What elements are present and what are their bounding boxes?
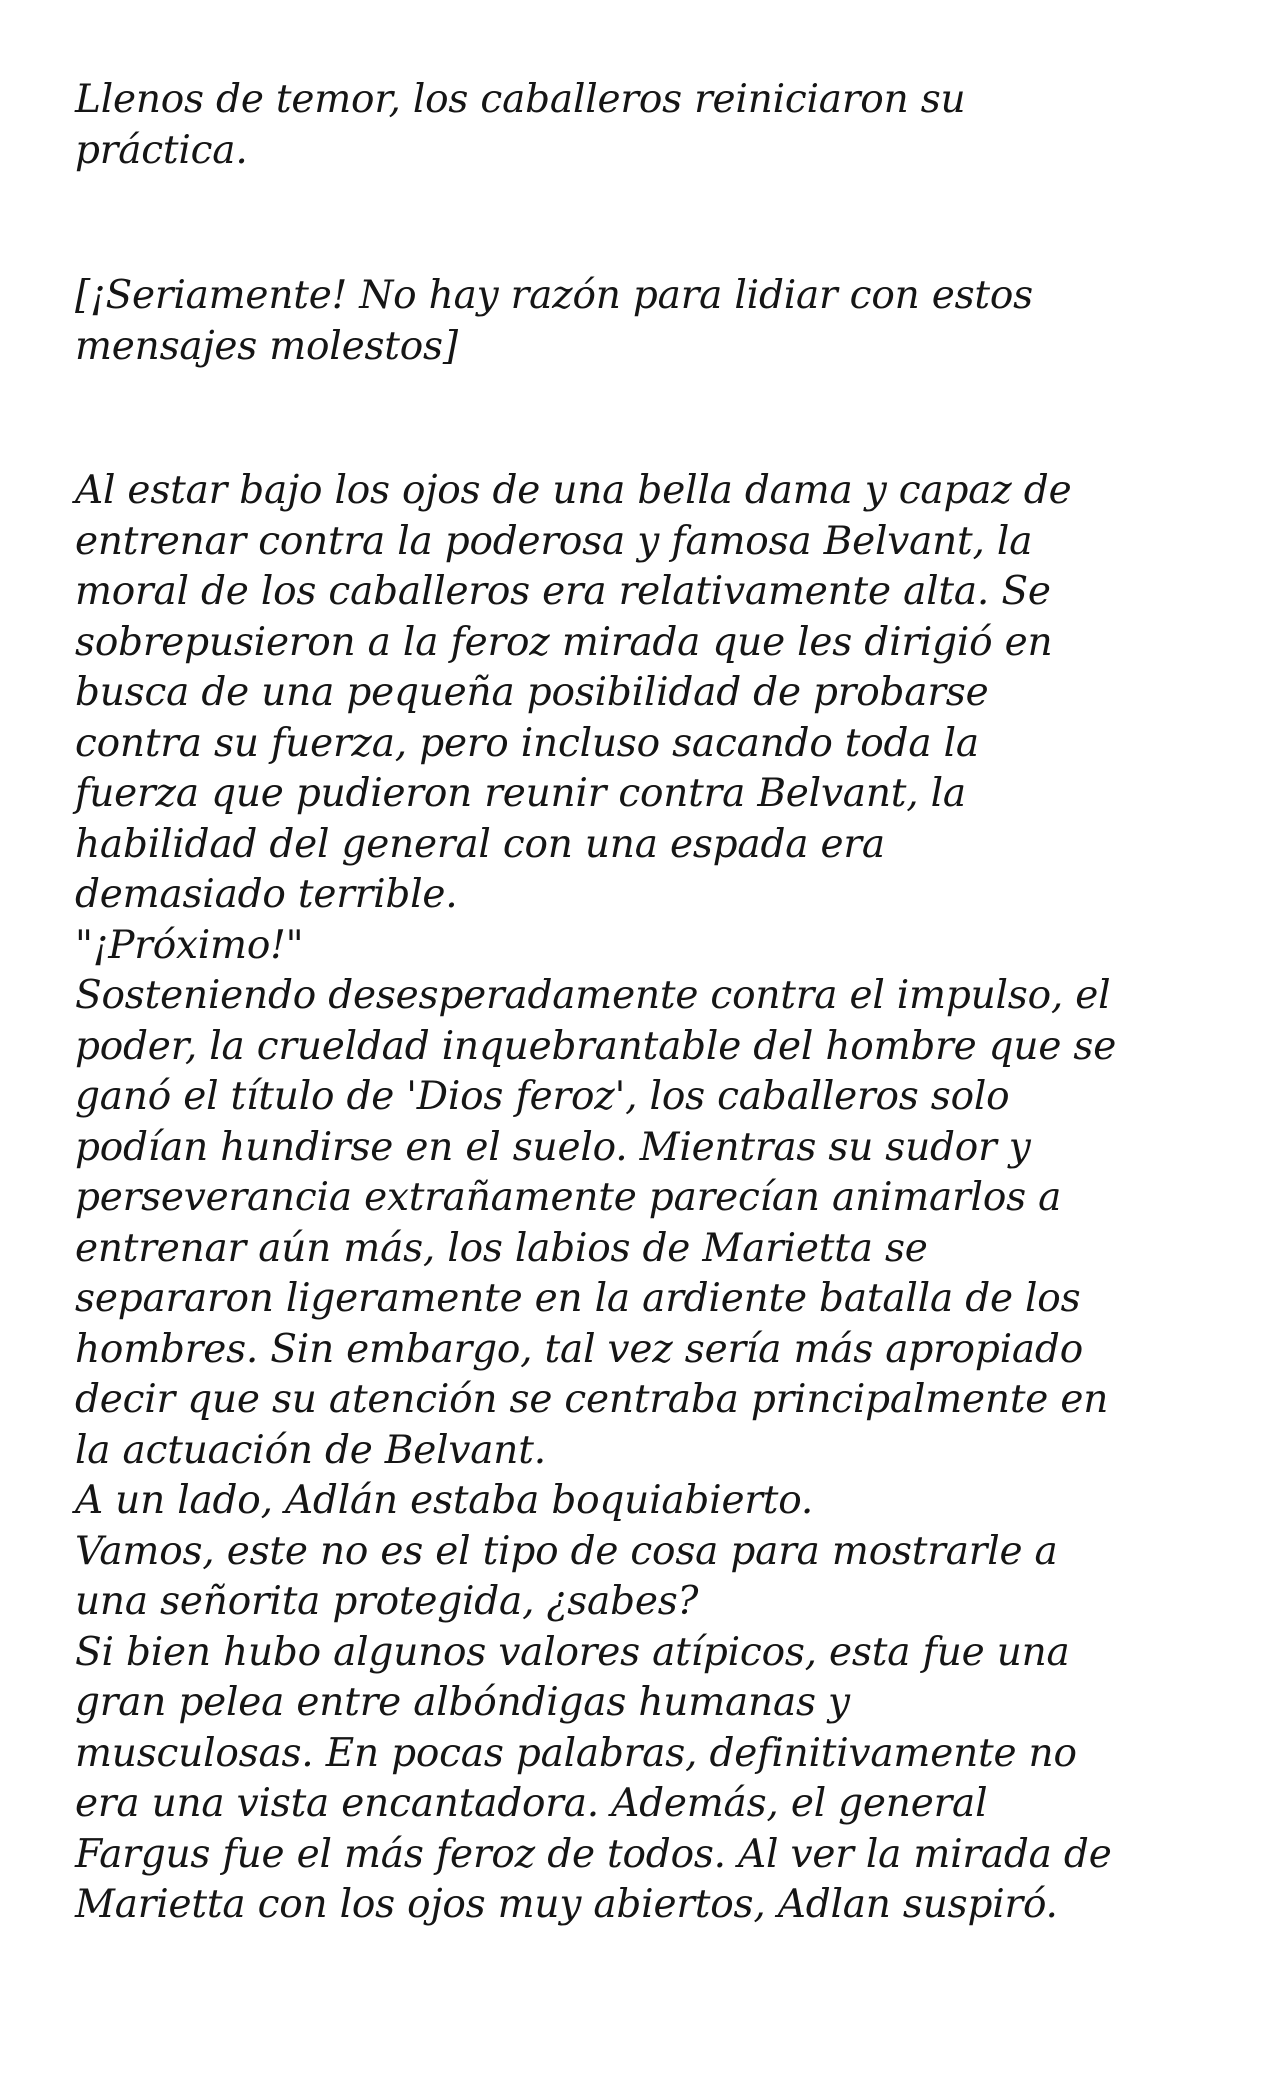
paragraph-3: Al estar bajo los ojos de una bella dama y capaz de entrenar contra la poderosa y famosa Belvant, la moral de los caballeros era relativamente alta. Se sobrepusieron a la feroz mirada que les dirigió en busca de una pequeña posibilidad de probarse contra su fuerza, pero incluso sacando toda la fuerza que pudieron reunir contra Belvant, la habilidad del general con una espada era demasiado terrible. "¡Próximo!" Sosteniendo desesperadamente contra el impulso, el poder, la crueldad inquebrantable del hombre que se ganó el título de 'Dios feroz', los caballeros solo podían hundirse en el suelo. Mientras su sudor y perseverancia extrañamente parecían animarlos a entrenar aún más, los labios de Marietta se separaron ligeramente en la ardiente batalla de los hombres. Sin embargo, tal vez sería más apropiado decir que su atención se centraba principalmente en la actuación de Belvant. A un lado, Adlán estaba boquiabierto. Vamos, este no es el tipo de cosa para mostrarle a una señorita protegida, ¿sabes? Si bien hubo algunos valores atípicos, esta fue una gran pelea entre albóndigas humanas y musculosas. En pocas palabras, definitivamente no era una vista encantadora. Además, el general Fargus fue el más feroz de todos. Al ver la mirada de Marietta con los ojos muy abiertos, Adlan suspiró.	[75, 468, 1117, 1927]
paragraph-1: Llenos de temor, los caballeros reiniciaron su práctica.	[75, 77, 966, 173]
paragraph-2-system-message: [¡Seriamente! No hay razón para lidiar con estos mensajes molestos]	[75, 273, 1033, 369]
